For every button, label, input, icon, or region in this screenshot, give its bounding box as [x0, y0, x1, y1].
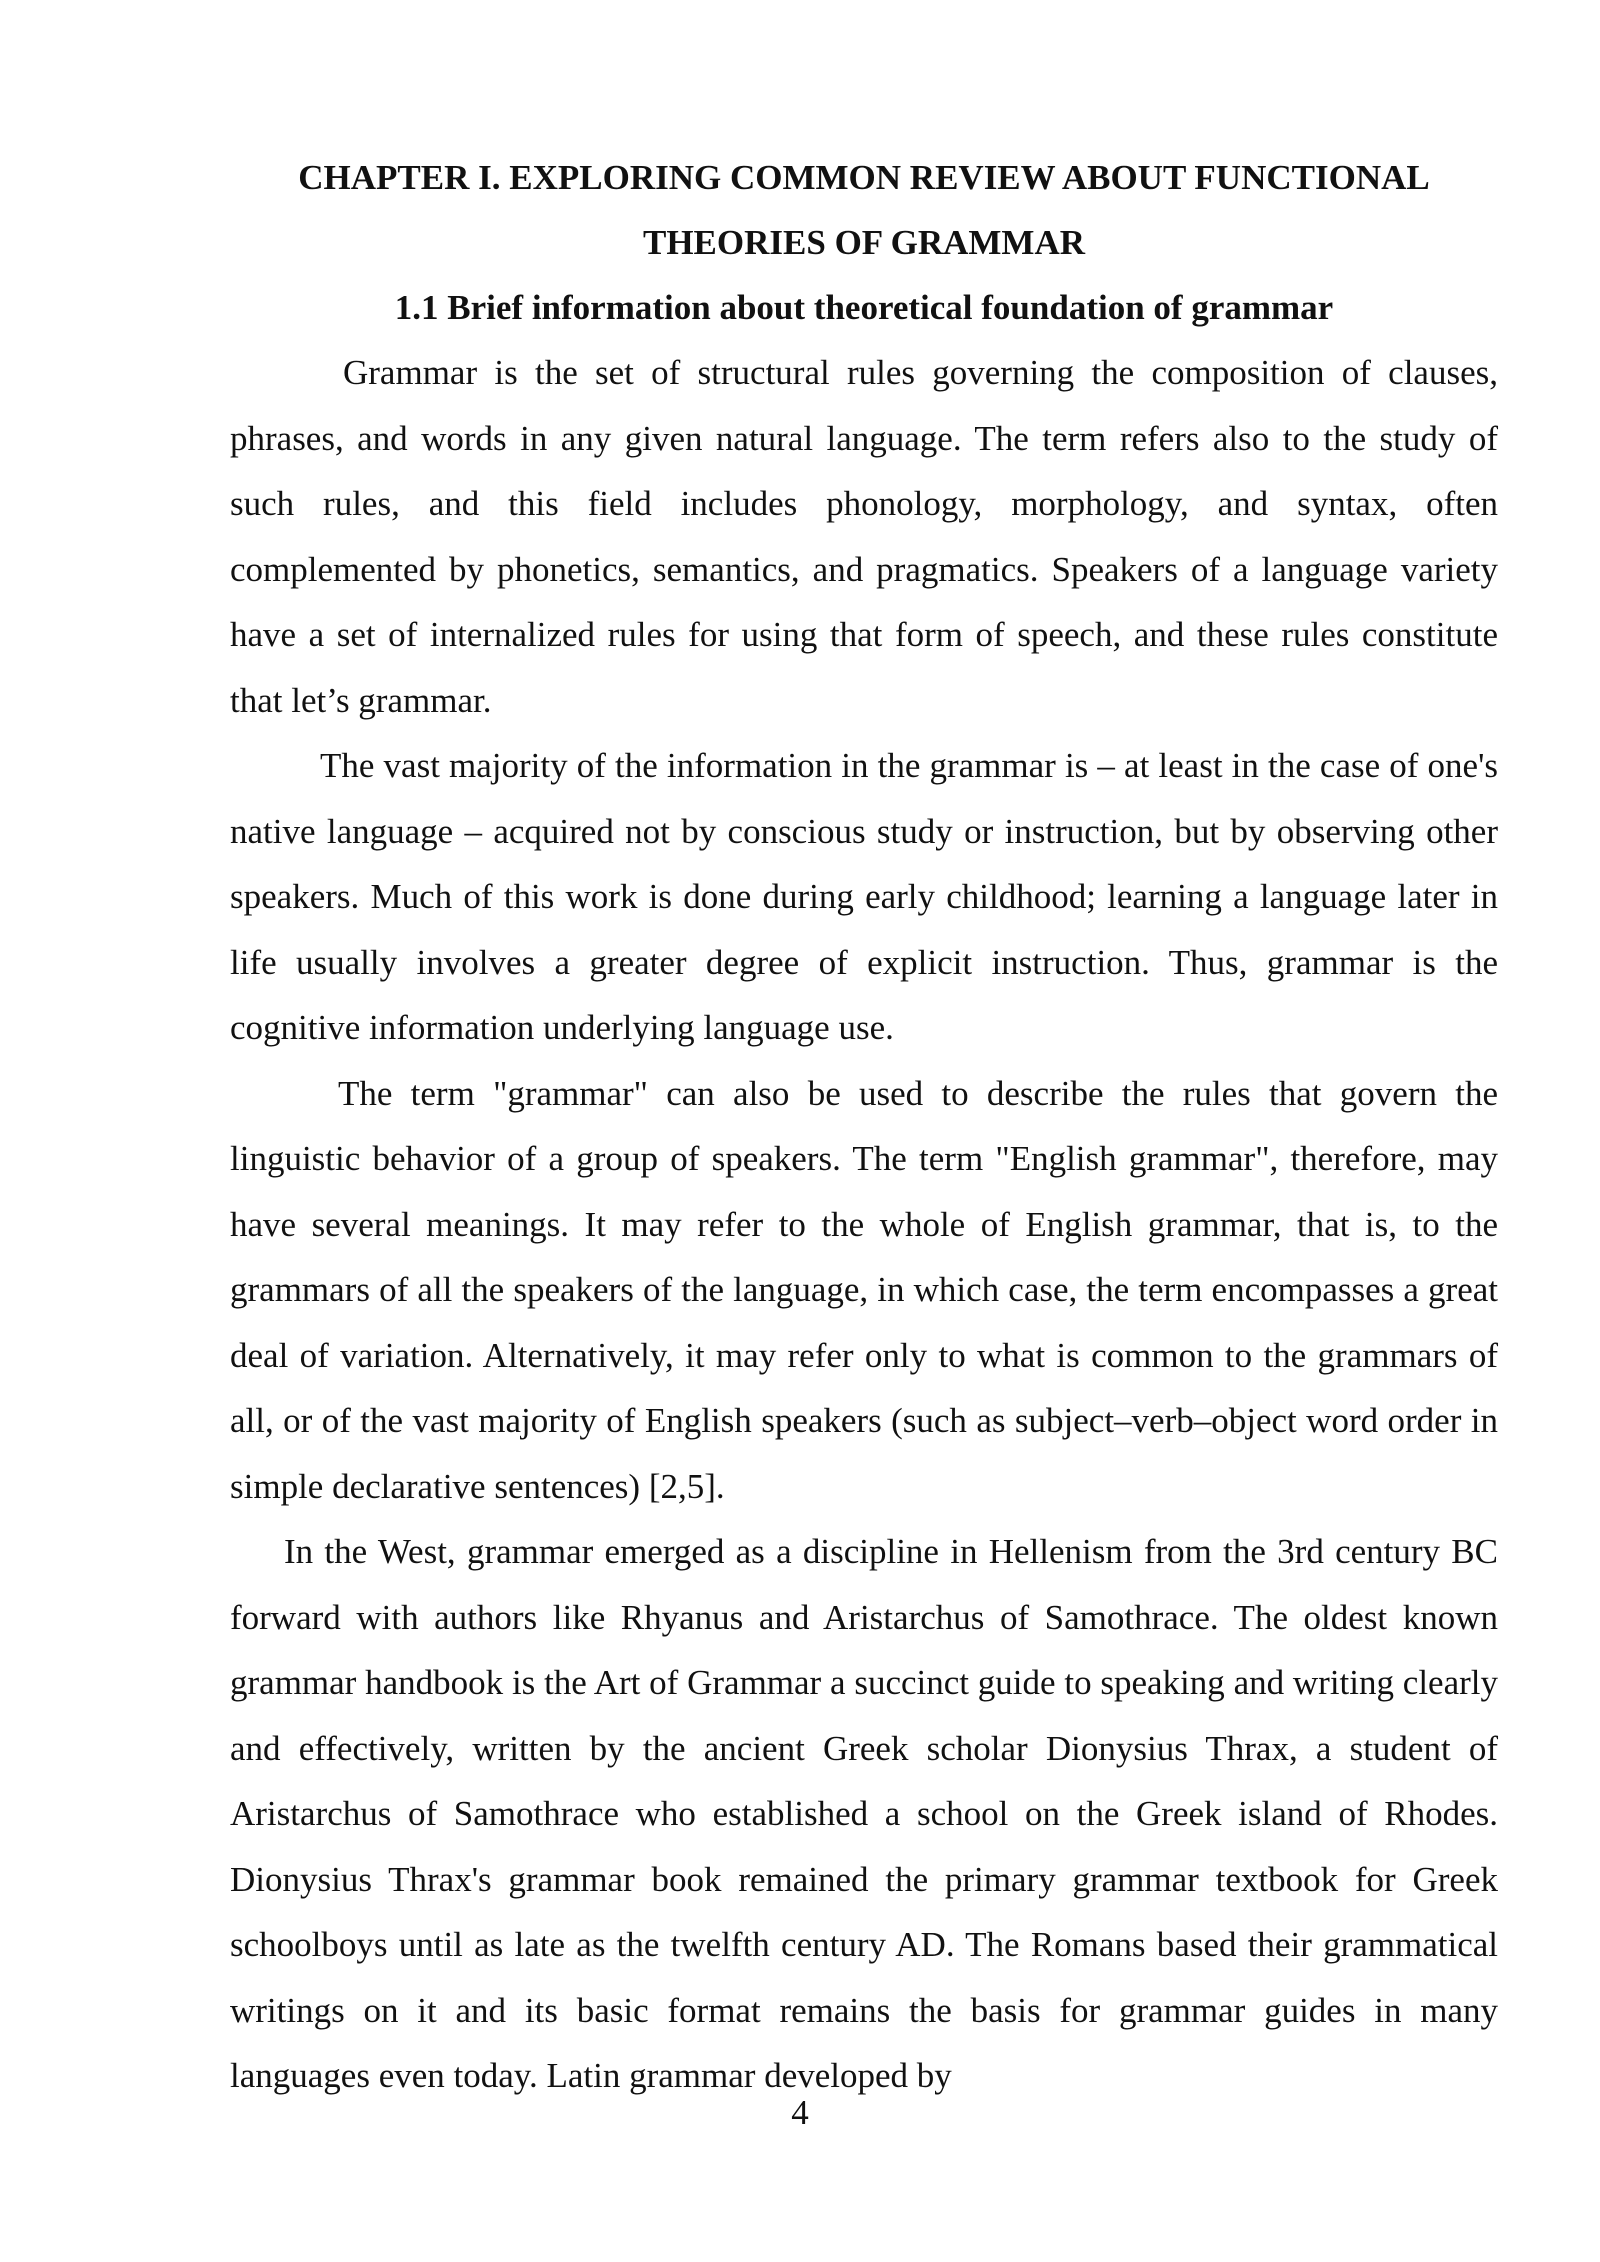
- document-page: [230, 145, 1498, 2109]
- section-heading: 1.1 Brief information about theoretical foundation of grammar: [394, 288, 1334, 327]
- paragraph-4: In the West, grammar emerged as a discipline in Hellenism from the 3rd century BC forward with authors like Rhyanus and Aristarchus of Samothrace. The oldest known grammar handbook is the Art of Grammar a succinct guide to speaking and writing clearly and effectively, written by the ancient Greek scholar Dionysius Thrax, a student of Aristarchus of Samothrace who established a school on the Greek island of Rhodes. Dionysius Thrax's grammar book remained the primary grammar textbook for Greek schoolboys until as late as the twelfth century AD. The Romans based their grammatical writings on it and its basic format remains the basis for grammar guides in many languages even today. Latin grammar developed by: [230, 1532, 1498, 2095]
- chapter-title-line-1: CHAPTER I. EXPLORING COMMON REVIEW ABOUT FUNCTIONAL: [298, 158, 1430, 197]
- chapter-title: [230, 145, 1498, 275]
- paragraph-2: The vast majority of the information in the grammar is – at least in the case of one's native language – acquired not by conscious study or instruction, but by observing other speakers. Much of this work is done during early childhood; learning a language later in life usually involves a greater degree of explicit instruction. Thus, grammar is the cognitive information underlying language use.: [230, 746, 1498, 1047]
- paragraph-3: The term "grammar" can also be used to describe the rules that govern the linguistic behavior of a group of speakers. The term "English grammar", therefore, may have several meanings. It may refer to the whole of English grammar, that is, to the grammars of all the speakers of the language, in which case, the term encompasses a great deal of variation. Alternatively, it may refer only to what is common to the grammars of all, or of the vast majority of English speakers (such as subject–verb–object word order in simple declarative sentences) [2,5].: [230, 1073, 1498, 1506]
- page-number: 4: [791, 2093, 809, 2132]
- paragraph-1: Grammar is the set of structural rules governing the composition of clauses, phrases, and words in any given natural language. The term refers also to the study of such rules, and this field includes phonology, morphology, and syntax, often complemented by phonetics, semantics, and pragmatics. Speakers of a language variety have a set of internalized rules for using that form of speech, and these rules constitute that let’s grammar.: [230, 353, 1498, 720]
- chapter-title-line-2: THEORIES OF GRAMMAR: [642, 223, 1086, 262]
